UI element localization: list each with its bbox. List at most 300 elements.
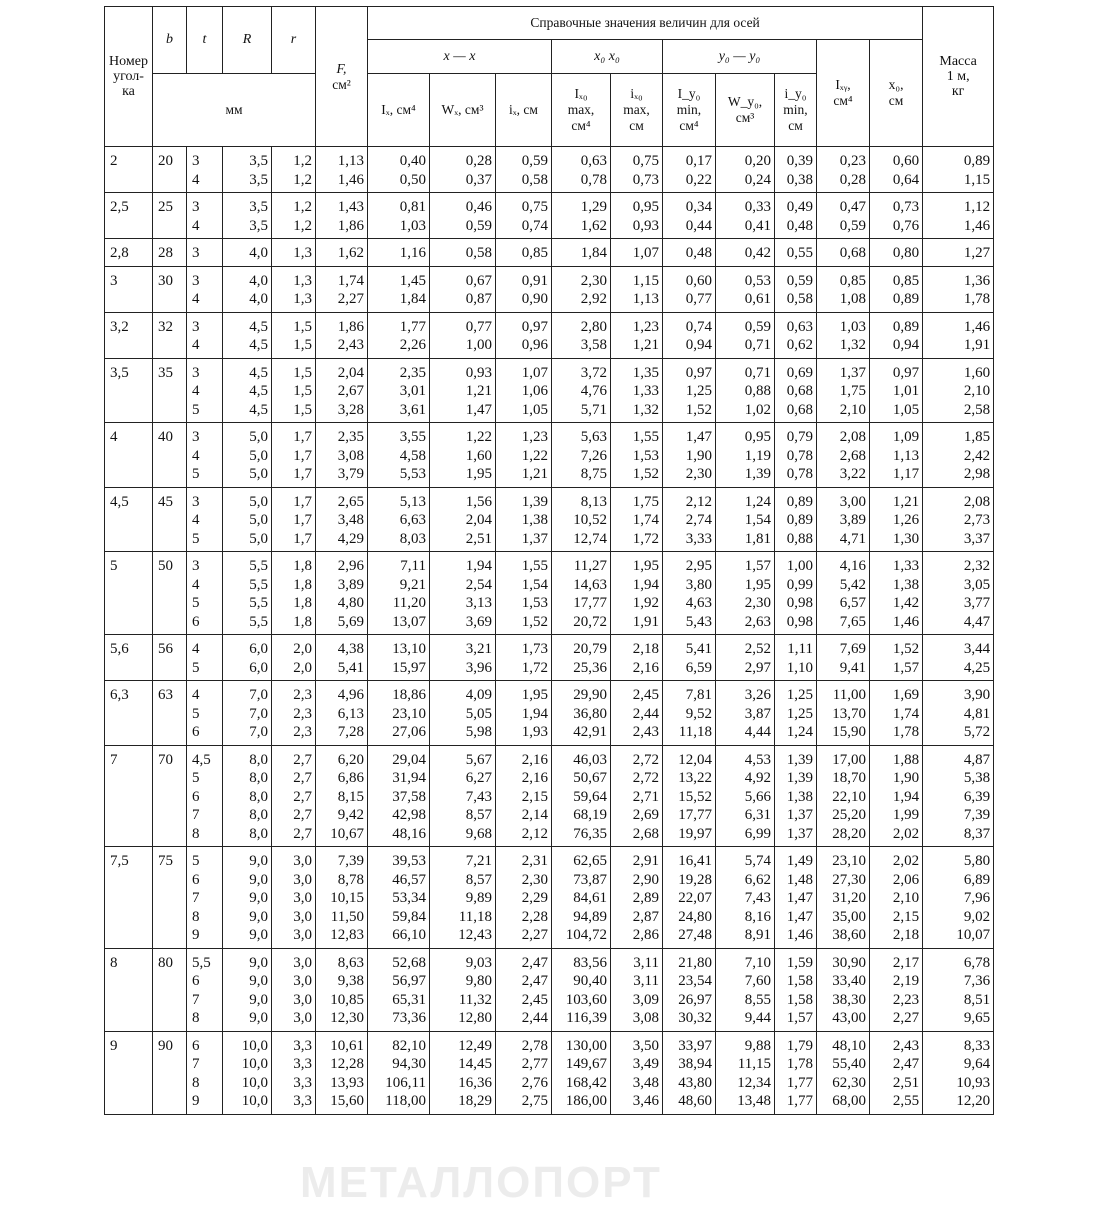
cell-Wy0 [716, 239, 775, 267]
cell-value: 5,5 [249, 613, 268, 630]
cell-value: 9,64 [963, 1056, 991, 1072]
cell-value: 4,5 [249, 337, 268, 353]
cell-value: 0,85 [892, 272, 920, 289]
cell-Wy0 [716, 745, 775, 847]
cell-value: 0,73 [632, 171, 659, 188]
cell-value: 1,53 [521, 595, 548, 611]
cell-b: 90 [153, 1031, 187, 1114]
cell-value: 6,99 [744, 825, 771, 842]
cell-value: 1,7 [293, 447, 312, 464]
cell-value: 3,08 [337, 447, 364, 464]
cell-value: 1,22 [521, 447, 548, 464]
cell-value: 1,15 [963, 171, 991, 188]
cell-value: 1,47 [786, 908, 813, 925]
cell-angle-number: 6,3 [105, 681, 153, 746]
cell-b: 25 [153, 193, 187, 239]
cell-value: 0,90 [521, 291, 548, 307]
cell-value: 0,59 [744, 318, 771, 335]
cell-value: 2,18 [632, 641, 659, 657]
cell-value: 29,04 [392, 751, 426, 768]
cell-value: 1,78 [786, 1056, 813, 1072]
cell-value: 0,88 [786, 530, 813, 547]
header-axis-xx: x — x [368, 40, 552, 74]
cell-value: 1,95 [521, 687, 548, 703]
cell-value: 5,98 [465, 724, 492, 740]
cell-value: 59,64 [573, 788, 607, 805]
cell-value: 1,21 [892, 493, 920, 510]
cell-value: 13,07 [392, 613, 426, 630]
cell-value: 2,63 [744, 613, 771, 630]
cell-value: 7 [192, 807, 200, 823]
cell-value: 1,03 [839, 318, 866, 335]
cell-value: 0,63 [786, 318, 813, 335]
cell-value: 0,77 [685, 291, 712, 307]
cell-angle-number: 7 [105, 745, 153, 847]
cell-value: 0,58 [521, 171, 548, 188]
cell-ix0 [611, 552, 663, 635]
cell-value: 1,32 [839, 337, 866, 353]
cell-value: 0,59 [465, 217, 492, 234]
cell-value: 12,04 [678, 751, 712, 768]
cell-value: 1,10 [786, 659, 813, 676]
cell-value: 3,49 [632, 1056, 659, 1072]
cell-Wy0 [716, 1031, 775, 1114]
cell-value: 1,21 [465, 383, 492, 399]
cell-value: 52,68 [392, 954, 426, 971]
cell-value: 3,33 [685, 530, 712, 547]
cell-value: 38,60 [832, 927, 866, 943]
cell-F [316, 948, 368, 1031]
cell-value: 3,5 [249, 217, 268, 234]
cell-x0 [870, 423, 923, 488]
cell-value: 0,94 [892, 337, 920, 353]
header-angle-number: Номер угол- ка [105, 7, 153, 147]
cell-m [923, 147, 994, 193]
cell-value: 1,7 [293, 493, 312, 510]
cell-value: 1,39 [744, 466, 771, 482]
cell-Ix [368, 1031, 430, 1114]
cell-value: 5,0 [249, 466, 268, 482]
cell-value: 5 [192, 770, 200, 786]
cell-value: 5,67 [465, 751, 492, 768]
cell-value: 0,98 [786, 613, 813, 630]
cell-value: 8,51 [963, 991, 991, 1008]
cell-value: 5,74 [744, 853, 771, 869]
cell-value: 10,0 [241, 1093, 268, 1109]
cell-value: 3,44 [963, 641, 991, 657]
cell-Iy0 [663, 1031, 716, 1114]
cell-value: 22,10 [832, 788, 866, 805]
cell-x0 [870, 635, 923, 681]
cell-Iy0 [663, 847, 716, 949]
cell-value: 18,70 [832, 770, 866, 786]
cell-Ixy [817, 552, 870, 635]
cell-value: 4,09 [465, 687, 492, 703]
cell-F [316, 635, 368, 681]
cell-value: 17,77 [678, 807, 712, 823]
cell-value: 4 [192, 576, 200, 593]
cell-ix0 [611, 745, 663, 847]
cell-value: 1,25 [786, 705, 813, 722]
cell-F [316, 147, 368, 193]
cell-r [272, 1031, 316, 1114]
cell-value: 6 [192, 613, 200, 630]
cell-value: 9 [192, 927, 200, 943]
cell-b: 50 [153, 552, 187, 635]
cell-value: 9,0 [249, 890, 268, 906]
cell-value: 5,0 [249, 530, 268, 547]
cell-F [316, 552, 368, 635]
cell-Ix0 [552, 681, 611, 746]
cell-value: 3,3 [293, 1037, 312, 1054]
cell-value: 3,26 [744, 687, 771, 703]
cell-b: 32 [153, 312, 187, 358]
header-Wy0: W_y₀, см³ [716, 74, 775, 147]
cell-value: 48,60 [678, 1093, 712, 1109]
cell-value: 36,80 [573, 705, 607, 722]
cell-value: 2,7 [293, 807, 312, 823]
cell-value: 0,78 [580, 171, 607, 188]
cell-m [923, 487, 994, 552]
cell-Wy0 [716, 147, 775, 193]
cell-value: 1,23 [632, 318, 659, 335]
cell-Iy0 [663, 948, 716, 1031]
cell-value: 1,95 [632, 558, 659, 574]
cell-value: 10,61 [330, 1037, 364, 1054]
cell-value: 8,13 [580, 493, 607, 510]
cell-value: 1,47 [465, 401, 492, 418]
cell-value: 6,31 [744, 807, 771, 823]
cell-value: 11,32 [458, 991, 492, 1008]
cell-Wy0 [716, 193, 775, 239]
cell-r [272, 681, 316, 746]
cell-b: 45 [153, 487, 187, 552]
cell-value: 5,0 [249, 429, 268, 445]
cell-ix [496, 312, 552, 358]
cell-value: 1,36 [963, 272, 991, 289]
cell-value: 3,0 [293, 954, 312, 971]
cell-value: 0,71 [744, 337, 771, 353]
cell-value: 3,11 [633, 973, 659, 989]
cell-r [272, 358, 316, 423]
cell-value: 4 [192, 687, 200, 703]
cell-value: 0,58 [465, 245, 492, 261]
cell-value: 15,60 [330, 1093, 364, 1109]
cell-value: 23,54 [678, 973, 712, 989]
cell-x0 [870, 239, 923, 267]
cell-Ix0 [552, 552, 611, 635]
header-R: R [223, 7, 272, 74]
header-b: b [153, 7, 187, 74]
cell-value: 43,00 [832, 1010, 866, 1026]
cell-value: 2,32 [963, 558, 991, 574]
cell-value: 1,55 [632, 429, 659, 445]
cell-value: 2,16 [632, 659, 659, 676]
cell-value: 2,27 [521, 927, 548, 943]
cell-value: 1,88 [892, 751, 920, 768]
cell-R [223, 147, 272, 193]
cell-value: 5 [192, 595, 200, 611]
cell-value: 1,72 [521, 659, 548, 676]
cell-value: 2,69 [632, 807, 659, 823]
cell-Iy0 [663, 266, 716, 312]
cell-value: 3,89 [839, 512, 866, 528]
cell-value: 9,38 [337, 973, 364, 989]
cell-value: 6 [192, 1037, 200, 1054]
cell-value: 3,00 [839, 493, 866, 510]
cell-m [923, 745, 994, 847]
cell-value: 0,96 [521, 337, 548, 353]
cell-value: 2,30 [580, 272, 607, 289]
cell-value: 5,41 [685, 641, 712, 657]
cell-value: 25,36 [573, 659, 607, 676]
cell-value: 73,36 [392, 1010, 426, 1026]
cell-ix [496, 147, 552, 193]
cell-value: 13,70 [832, 705, 866, 722]
cell-r [272, 847, 316, 949]
cell-value: 4,5 [192, 751, 211, 768]
cell-value: 50,67 [573, 770, 607, 786]
cell-value: 2,43 [337, 337, 364, 353]
cell-value: 2,44 [521, 1010, 548, 1026]
cell-value: 4,0 [249, 291, 268, 307]
cell-value: 0,95 [744, 429, 771, 445]
cell-value: 1,8 [293, 558, 312, 574]
cell-value: 2,10 [839, 401, 866, 418]
cell-value: 0,28 [465, 153, 492, 169]
cell-value: 2,74 [685, 512, 712, 528]
cell-value: 1,23 [521, 429, 548, 445]
cell-Ix0 [552, 266, 611, 312]
angle-profile-table-sheet [104, 6, 993, 1210]
cell-value: 5 [192, 401, 200, 418]
cell-value: 6,89 [963, 871, 991, 888]
cell-value: 56,97 [392, 973, 426, 989]
cell-iy0 [775, 745, 817, 847]
cell-value: 0,73 [892, 199, 920, 215]
cell-ix0 [611, 239, 663, 267]
cell-value: 19,28 [678, 871, 712, 888]
cell-value: 2,68 [839, 447, 866, 464]
cell-value: 0,80 [892, 245, 920, 261]
cell-value: 1,29 [580, 199, 607, 215]
cell-value: 3,28 [337, 401, 364, 418]
cell-value: 6 [192, 724, 200, 740]
cell-value: 0,41 [744, 217, 771, 234]
cell-value: 9,21 [399, 576, 426, 593]
cell-value: 2,30 [744, 595, 771, 611]
cell-x0 [870, 847, 923, 949]
cell-value: 25,20 [832, 807, 866, 823]
cell-value: 2,08 [963, 493, 991, 510]
cell-value: 2,17 [892, 954, 920, 971]
cell-value: 168,42 [565, 1074, 607, 1091]
cell-Ix [368, 552, 430, 635]
cell-value: 5,5 [249, 595, 268, 611]
cell-value: 11,00 [832, 687, 866, 703]
cell-value: 1,84 [399, 291, 426, 307]
cell-iy0 [775, 193, 817, 239]
cell-value: 55,40 [832, 1056, 866, 1072]
cell-value: 28,20 [832, 825, 866, 842]
cell-value: 1,46 [786, 927, 813, 943]
cell-value: 6,20 [337, 751, 364, 768]
cell-value: 4 [192, 337, 200, 353]
cell-t [187, 312, 223, 358]
cell-value: 66,10 [392, 927, 426, 943]
table-body [105, 147, 994, 1115]
cell-value: 8,16 [744, 908, 771, 925]
cell-value: 1,94 [465, 558, 492, 574]
cell-t [187, 358, 223, 423]
cell-value: 5,5 [192, 954, 211, 971]
cell-x0 [870, 552, 923, 635]
cell-value: 4,25 [963, 659, 991, 676]
cell-value: 8,0 [249, 751, 268, 768]
cell-value: 11,50 [330, 908, 364, 925]
cell-value: 103,60 [565, 991, 607, 1008]
cell-value: 13,10 [392, 641, 426, 657]
cell-Wy0 [716, 312, 775, 358]
cell-value: 1,8 [293, 595, 312, 611]
cell-value: 0,48 [786, 217, 813, 234]
cell-value: 4,5 [249, 383, 268, 399]
cell-value: 9,88 [744, 1037, 771, 1054]
cell-value: 1,74 [632, 512, 659, 528]
cell-value: 9,0 [249, 991, 268, 1008]
cell-value: 9,44 [744, 1010, 771, 1026]
cell-R [223, 487, 272, 552]
cell-value: 3,80 [685, 576, 712, 593]
cell-value: 1,5 [293, 364, 312, 381]
cell-value: 7,10 [744, 954, 771, 971]
cell-ix0 [611, 681, 663, 746]
cell-value: 8,0 [249, 825, 268, 842]
cell-value: 1,59 [786, 954, 813, 971]
cell-value: 17,77 [573, 595, 607, 611]
cell-value: 0,98 [786, 595, 813, 611]
cell-ix0 [611, 1031, 663, 1114]
cell-r [272, 552, 316, 635]
cell-value: 6,63 [399, 512, 426, 528]
cell-value: 2,68 [632, 825, 659, 842]
cell-value: 23,10 [392, 705, 426, 722]
header-Iy0: I_y₀ min, см⁴ [663, 74, 716, 147]
cell-value: 1,77 [786, 1093, 813, 1109]
cell-value: 0,97 [892, 364, 920, 381]
cell-iy0 [775, 239, 817, 267]
cell-b: 70 [153, 745, 187, 847]
cell-Ix0 [552, 147, 611, 193]
cell-value: 1,37 [521, 530, 548, 547]
cell-value: 1,39 [786, 751, 813, 768]
cell-value: 2,95 [685, 558, 712, 574]
header-x0: x₀, см [870, 40, 923, 147]
cell-value: 8,63 [337, 954, 364, 971]
cell-value: 2,35 [399, 364, 426, 381]
cell-value: 10,85 [330, 991, 364, 1008]
cell-value: 10,15 [330, 890, 364, 906]
header-reference-values: Справочные значения величин для осей [368, 7, 923, 40]
cell-ix [496, 847, 552, 949]
cell-value: 1,22 [465, 429, 492, 445]
cell-value: 3,87 [744, 705, 771, 722]
cell-value: 1,94 [521, 705, 548, 722]
cell-value: 7,96 [963, 890, 991, 906]
cell-value: 2,7 [293, 825, 312, 842]
cell-value: 5 [192, 659, 200, 676]
cell-value: 1,02 [744, 401, 771, 418]
cell-Wx [430, 635, 496, 681]
cell-value: 5,05 [465, 705, 492, 722]
cell-value: 8,03 [399, 530, 426, 547]
cell-value: 94,89 [573, 908, 607, 925]
cell-Wy0 [716, 948, 775, 1031]
cell-value: 3,79 [337, 466, 364, 482]
cell-angle-number: 9 [105, 1031, 153, 1114]
cell-value: 1,39 [521, 493, 548, 510]
cell-value: 1,43 [337, 199, 364, 215]
cell-value: 0,61 [744, 291, 771, 307]
cell-value: 1,53 [632, 447, 659, 464]
cell-Ixy [817, 635, 870, 681]
cell-Ixy [817, 487, 870, 552]
cell-value: 26,97 [678, 991, 712, 1008]
cell-value: 3,69 [465, 613, 492, 630]
cell-value: 6,59 [685, 659, 712, 676]
cell-value: 2,29 [521, 890, 548, 906]
cell-value: 2,43 [632, 724, 659, 740]
cell-value: 1,90 [892, 770, 920, 786]
cell-value: 1,05 [521, 401, 548, 418]
cell-value: 2,14 [521, 807, 548, 823]
table-row [105, 239, 994, 267]
cell-value: 1,08 [839, 291, 866, 307]
cell-value: 1,3 [293, 245, 312, 261]
cell-value: 0,78 [786, 466, 813, 482]
cell-value: 0,81 [399, 199, 426, 215]
cell-value: 0,76 [892, 217, 920, 234]
cell-value: 8,91 [744, 927, 771, 943]
cell-Wx [430, 358, 496, 423]
cell-value: 0,75 [632, 153, 659, 169]
cell-Wx [430, 745, 496, 847]
watermark: МЕТАЛЛОПОРТ [300, 1158, 662, 1207]
cell-value: 1,38 [786, 788, 813, 805]
cell-value: 2,26 [399, 337, 426, 353]
cell-value: 48,16 [392, 825, 426, 842]
cell-value: 8,78 [337, 871, 364, 888]
cell-value: 39,53 [392, 853, 426, 869]
cell-value: 0,53 [744, 272, 771, 289]
cell-value: 48,10 [832, 1037, 866, 1054]
cell-F [316, 239, 368, 267]
cell-value: 7 [192, 1056, 200, 1072]
cell-value: 1,58 [786, 973, 813, 989]
cell-value: 37,58 [392, 788, 426, 805]
cell-Ixy [817, 1031, 870, 1114]
cell-value: 10,93 [956, 1074, 991, 1091]
cell-value: 30,32 [678, 1010, 712, 1026]
cell-value: 2,98 [963, 466, 991, 482]
cell-value: 8,55 [744, 991, 771, 1008]
cell-Wy0 [716, 847, 775, 949]
cell-value: 1,3 [293, 272, 312, 289]
table-header [105, 7, 994, 147]
cell-value: 0,99 [786, 576, 813, 593]
cell-value: 0,85 [839, 272, 866, 289]
cell-Ixy [817, 193, 870, 239]
